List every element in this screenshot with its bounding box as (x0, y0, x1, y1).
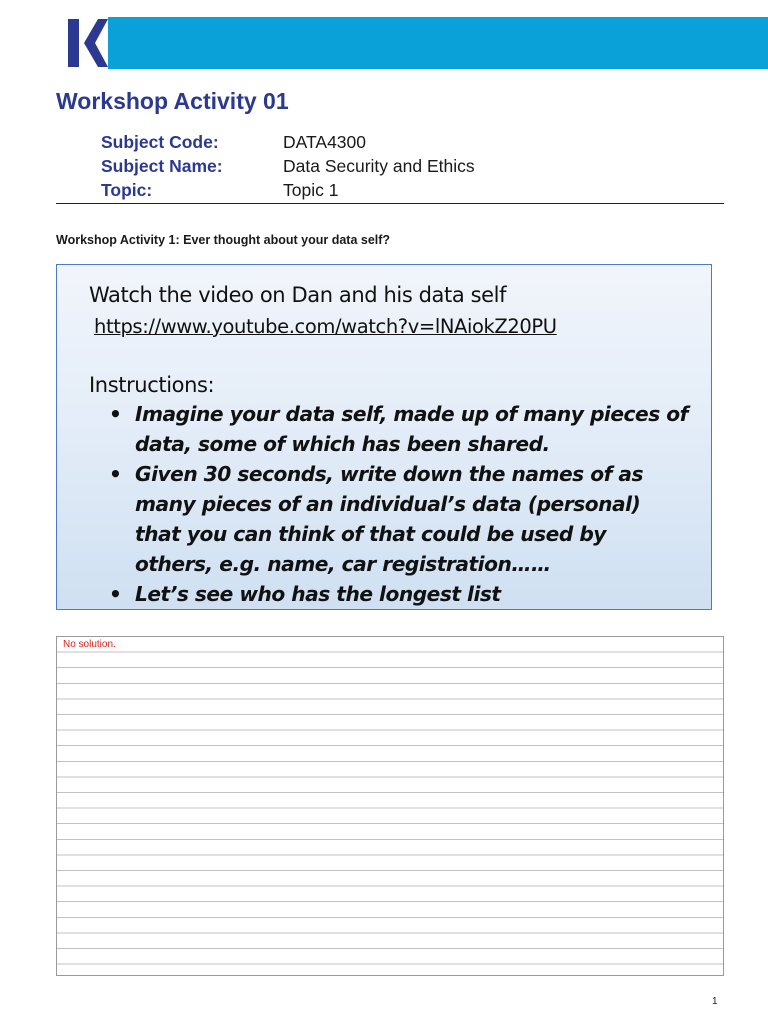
topic-label: Topic: (101, 179, 153, 200)
instruction-list (109, 399, 689, 609)
bullet-icon: • (109, 582, 122, 606)
page-number: 1 (712, 996, 718, 1007)
instruction-box (56, 264, 712, 610)
subject-code-value: DATA4300 (283, 131, 367, 152)
list-item (109, 399, 689, 459)
k-logo-icon (56, 17, 108, 69)
subject-name-value: Data Security and Ethics (283, 155, 475, 176)
subject-name-label: Subject Name: (101, 155, 223, 176)
activity-heading: Workshop Activity 1: Ever thought about your data self? (56, 233, 391, 247)
bullet-text: Given 30 seconds, write down the names of as many pieces of an individual’s data (personal) that you can think of that could be used by others, e.g. name, car registration…… (135, 462, 644, 576)
header-divider (56, 203, 724, 204)
bullet-text: Let’s see who has the longest list (135, 582, 501, 606)
video-link[interactable]: https://www.youtube.com/watch?v=lNAiokZ20PU (94, 315, 557, 338)
subject-code-row (101, 130, 723, 154)
subject-code-label: Subject Code: (101, 131, 219, 152)
watch-video-text: Watch the video on Dan and his data self (89, 283, 507, 307)
logo (56, 17, 108, 69)
document-title: Workshop Activity 01 (56, 88, 289, 114)
list-item (109, 459, 689, 579)
list-item (109, 579, 689, 609)
answer-lined-area[interactable] (56, 636, 724, 976)
header-banner (56, 17, 768, 69)
bullet-icon: • (109, 402, 122, 426)
answer-text: No solution. (63, 639, 116, 650)
topic-value: Topic 1 (283, 179, 339, 200)
bullet-icon: • (109, 462, 122, 486)
topic-row (101, 178, 723, 202)
subject-name-row (101, 154, 723, 178)
bullet-text: Imagine your data self, made up of many pieces of data, some of which has been shared. (135, 402, 688, 456)
instructions-label: Instructions: (89, 373, 215, 397)
subject-info (101, 130, 723, 202)
